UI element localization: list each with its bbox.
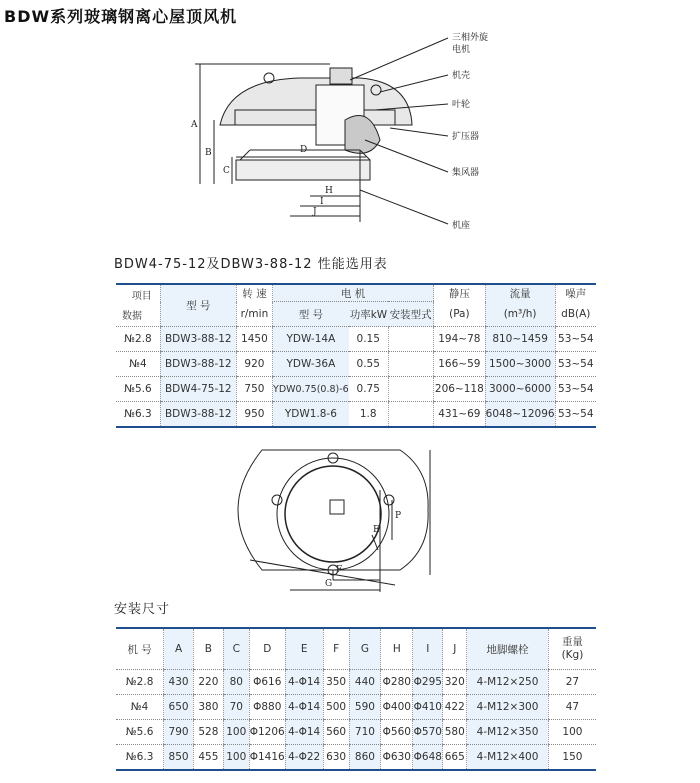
- cell-no: №6.3: [116, 402, 160, 428]
- cell: 500: [323, 695, 349, 720]
- perf-corner-top: 项目: [131, 291, 152, 302]
- cell: 455: [193, 745, 223, 771]
- cell: 4-Φ14: [285, 695, 323, 720]
- dim-a-label: A: [191, 120, 198, 130]
- cell: 580: [443, 720, 467, 745]
- perf-header-noise: 噪声: [555, 284, 596, 302]
- dim-f-label: F: [336, 565, 343, 575]
- install-dimensions-table: [116, 627, 596, 771]
- cell: Φ1416: [249, 745, 285, 771]
- perf-corner-bottom: 数据: [122, 311, 142, 322]
- cell: №2.8: [116, 670, 164, 695]
- cell: 80: [223, 670, 249, 695]
- dim-g-label: G: [325, 579, 333, 589]
- cell-motor: YDW-36A: [273, 352, 349, 377]
- cell-noise: 53~54: [555, 327, 596, 352]
- cell-noise: 53~54: [555, 402, 596, 428]
- cell-install: [388, 352, 433, 377]
- cell-motor: YDW-14A: [273, 327, 349, 352]
- table-row: [116, 720, 596, 745]
- cell: 47: [548, 695, 596, 720]
- cell-speed: 1450: [236, 327, 272, 352]
- cell: 150: [548, 745, 596, 771]
- cell-flow: 810~1459: [485, 327, 555, 352]
- install-header-h: H: [381, 628, 413, 670]
- cell: 4-M12×250: [467, 670, 549, 695]
- perf-header-noise-unit: dB(A): [555, 302, 596, 327]
- perf-header-pressure-unit: (Pa): [434, 302, 486, 327]
- cell-pressure: 206~118: [434, 377, 486, 402]
- cell: 590: [349, 695, 381, 720]
- cell-speed: 950: [236, 402, 272, 428]
- performance-table: [116, 283, 596, 428]
- cell: Φ616: [249, 670, 285, 695]
- table-row: [116, 745, 596, 771]
- cell-power: 0.55: [349, 352, 389, 377]
- perf-header-speed-unit: r/min: [236, 302, 272, 327]
- callout-impeller: 叶轮: [452, 100, 471, 110]
- cell-power: 0.15: [349, 327, 389, 352]
- cell: №4: [116, 695, 164, 720]
- install-header-no: 机 号: [116, 628, 164, 670]
- cell: Φ280: [381, 670, 413, 695]
- callout-base: 机座: [452, 221, 471, 231]
- perf-header-pressure: 静压: [434, 284, 486, 302]
- cell-noise: 53~54: [555, 377, 596, 402]
- cell-no: №4: [116, 352, 160, 377]
- cell: 650: [164, 695, 194, 720]
- table-row: [116, 695, 596, 720]
- dim-e-label: E: [373, 525, 380, 535]
- cell: 220: [193, 670, 223, 695]
- page-title: BDW系列玻璃钢离心屋顶风机: [4, 7, 238, 26]
- cell: 320: [443, 670, 467, 695]
- cell: 4-Φ14: [285, 720, 323, 745]
- cell: 440: [349, 670, 381, 695]
- install-header-d: D: [249, 628, 285, 670]
- cell: Φ295: [413, 670, 443, 695]
- cell-motor: YDW1.8-6: [273, 402, 349, 428]
- install-header-a: A: [164, 628, 194, 670]
- cell: Φ410: [413, 695, 443, 720]
- cell: 4-M12×400: [467, 745, 549, 771]
- install-header-weight-label: 重量: [561, 636, 583, 648]
- install-header-bolts: 地脚螺栓: [467, 628, 549, 670]
- callout-inlet: 集风器: [452, 168, 480, 178]
- cell: 430: [164, 670, 194, 695]
- cell-model: BDW3-88-12: [160, 327, 236, 352]
- cell-speed: 750: [236, 377, 272, 402]
- cell-pressure: 431~69: [434, 402, 486, 428]
- fan-top-view-diagram: [0, 430, 700, 610]
- cell-noise: 53~54: [555, 352, 596, 377]
- perf-header-speed: 转 速: [236, 284, 272, 302]
- install-header-i: I: [413, 628, 443, 670]
- cell: Φ648: [413, 745, 443, 771]
- cell: 4-M12×350: [467, 720, 549, 745]
- cell: Φ400: [381, 695, 413, 720]
- perf-table-title: BDW4-75-12及DBW3-88-12 性能选用表: [114, 257, 388, 272]
- dim-d-label: D: [300, 145, 308, 155]
- callout-casing: 机壳: [452, 71, 471, 81]
- install-header-b: B: [193, 628, 223, 670]
- cell-flow: 6048~12096: [485, 402, 555, 428]
- cell-speed: 920: [236, 352, 272, 377]
- cell: 710: [349, 720, 381, 745]
- cell-install: [388, 402, 433, 428]
- table-row: [116, 377, 596, 402]
- cell: 100: [548, 720, 596, 745]
- dim-c-label: C: [223, 166, 230, 176]
- cell: 850: [164, 745, 194, 771]
- cell: Φ630: [381, 745, 413, 771]
- cell: 630: [323, 745, 349, 771]
- cell: Φ560: [381, 720, 413, 745]
- cell-model: BDW4-75-12: [160, 377, 236, 402]
- cell-install: [388, 327, 433, 352]
- dim-h-label: H: [325, 186, 333, 196]
- cell: 4-M12×300: [467, 695, 549, 720]
- cell: Φ880: [249, 695, 285, 720]
- install-header-e: E: [285, 628, 323, 670]
- cell: 70: [223, 695, 249, 720]
- cell-no: №2.8: [116, 327, 160, 352]
- cell: 422: [443, 695, 467, 720]
- install-header-weight-unit: (Kg): [561, 649, 584, 661]
- table-row: [116, 352, 596, 377]
- cell: 4-Φ22: [285, 745, 323, 771]
- install-header-weight: [548, 628, 596, 670]
- fan-side-view-diagram: [0, 0, 700, 250]
- cell-install: [388, 377, 433, 402]
- perf-header-install: 安装型式: [388, 302, 433, 327]
- perf-corner-cell: [116, 284, 160, 327]
- cell: №6.3: [116, 745, 164, 771]
- cell: №5.6: [116, 720, 164, 745]
- callout-diffuser: 扩压器: [452, 132, 480, 142]
- cell: Φ1206: [249, 720, 285, 745]
- install-header-c: C: [223, 628, 249, 670]
- cell-flow: 1500~3000: [485, 352, 555, 377]
- cell-power: 1.8: [349, 402, 389, 428]
- cell: 27: [548, 670, 596, 695]
- cell-power: 0.75: [349, 377, 389, 402]
- perf-header-flow: 流量: [485, 284, 555, 302]
- cell: 4-Φ14: [285, 670, 323, 695]
- perf-header-flow-unit: (m³/h): [485, 302, 555, 327]
- dim-p-label: P: [395, 511, 402, 521]
- dim-j-label: J: [313, 207, 317, 217]
- cell: 100: [223, 745, 249, 771]
- cell-model: BDW3-88-12: [160, 352, 236, 377]
- cell-pressure: 166~59: [434, 352, 486, 377]
- cell: 560: [323, 720, 349, 745]
- cell: 380: [193, 695, 223, 720]
- cell: 665: [443, 745, 467, 771]
- dim-b-label: B: [205, 148, 212, 158]
- install-header-g: G: [349, 628, 381, 670]
- install-header-j: J: [443, 628, 467, 670]
- cell-pressure: 194~78: [434, 327, 486, 352]
- perf-header-motor: 电 机: [273, 284, 434, 302]
- cell-motor: YDW0.75(0.8)-6: [273, 377, 349, 402]
- callout-motor-2: 电机: [452, 45, 471, 55]
- cell: 790: [164, 720, 194, 745]
- cell-model: BDW3-88-12: [160, 402, 236, 428]
- cell-no: №5.6: [116, 377, 160, 402]
- perf-header-power: 功率kW: [349, 302, 389, 327]
- dim-i-label: I: [320, 197, 324, 207]
- table-row: [116, 327, 596, 352]
- perf-header-motor-model: 型 号: [273, 302, 349, 327]
- cell: 350: [323, 670, 349, 695]
- perf-header-model: 型 号: [160, 284, 236, 327]
- cell: 528: [193, 720, 223, 745]
- cell: 100: [223, 720, 249, 745]
- cell-flow: 3000~6000: [485, 377, 555, 402]
- table-row: [116, 670, 596, 695]
- install-table-title: 安装尺寸: [114, 602, 171, 617]
- table-row: [116, 402, 596, 428]
- cell: Φ570: [413, 720, 443, 745]
- callout-motor-1: 三相外旋: [452, 33, 489, 43]
- install-header-f: F: [323, 628, 349, 670]
- cell: 860: [349, 745, 381, 771]
